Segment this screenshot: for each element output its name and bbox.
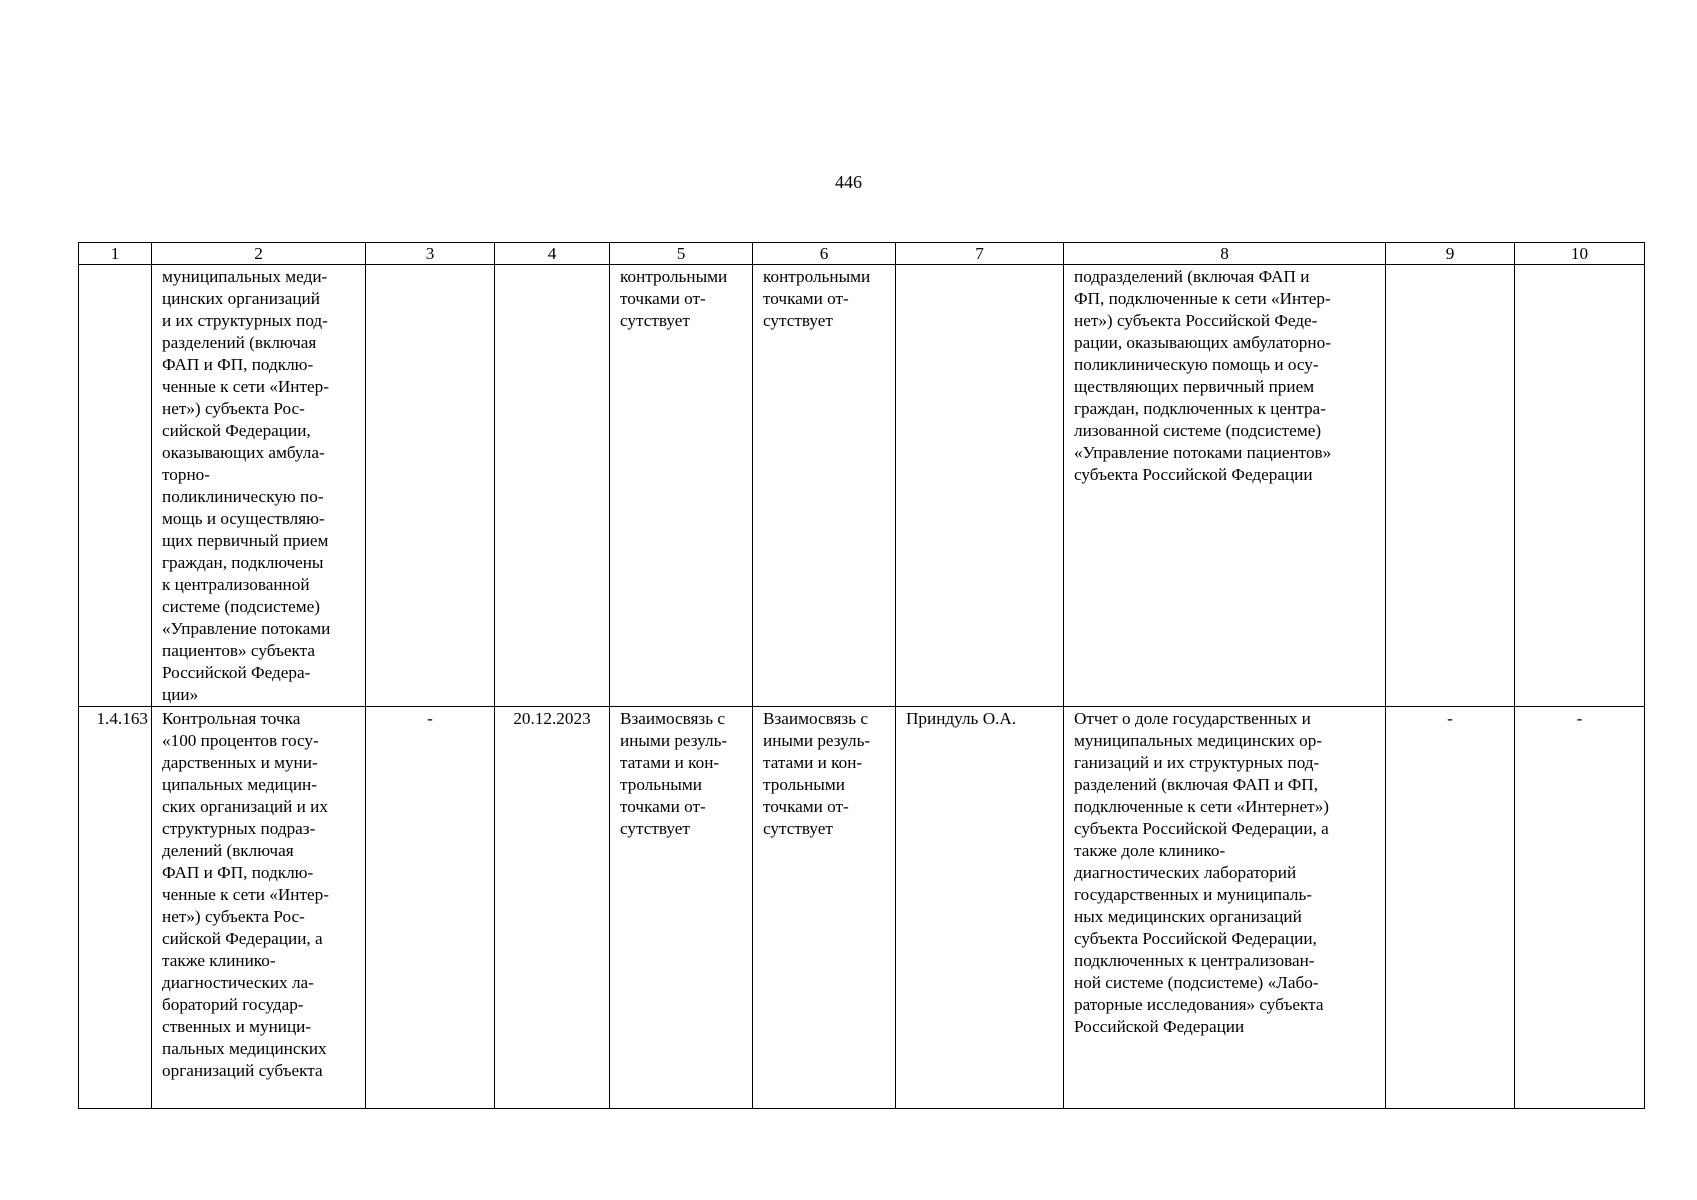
responsible-cell: Приндуль О.А. [896, 707, 1064, 1109]
column-header: 1 [79, 243, 152, 265]
table-row [79, 265, 1645, 707]
successor-cell: контрольными точками от- сутствует [753, 265, 896, 707]
column-header: 9 [1386, 243, 1515, 265]
event-name-cell: муниципальных меди- цинских организаций и их структурных под- разделений (включая ФАП и ФП, подклю- ченные к сети «Интер- нет») субъекта Рос- сийской Федерации, оказывающих амбула- торно- поликлиническую по- мощь и осуществляю- щих первичный прием граждан, подключены к централизованной системе (подсистеме) «Управление потоками пациентов» субъекта Российской Федера- ции» [152, 265, 366, 707]
predecessor-cell: Взаимосвязь с иными резуль- татами и кон- трольными точками от- сутствует [610, 707, 753, 1109]
result-document-cell: подразделений (включая ФАП и ФП, подключенные к сети «Интер- нет») субъекта Российской Феде- рации, оказывающих амбулаторно- поликлиническую помощь и осу- ществляющих первичный прием граждан, подключенных к центра- лизованной системе (подсистеме) «Управление потоками пациентов» субъекта Российской Федерации [1064, 265, 1386, 707]
column-header: 2 [152, 243, 366, 265]
page-number: 446 [835, 172, 862, 192]
plan-table [78, 242, 1645, 1109]
result-document-cell: Отчет о доле государственных и муниципальных медицинских ор- ганизаций и их структурных под- разделений (включая ФАП и ФП, подключенные к сети «Интернет») субъекта Российской Федерации, а также доле клинико- диагностических лабораторий государственных и муниципаль- ных медицинских организаций субъекта Российской Федерации, подключенных к централизован- ной системе (подсистеме) «Лабо- раторные исследования» субъекта Российской Федерации [1064, 707, 1386, 1109]
row-number-cell: 1.4.163 [79, 707, 152, 1109]
event-name-cell: Контрольная точка «100 процентов госу- дарственных и муни- ципальных медицин- ских организаций и их структурных подраз- делений (включая ФАП и ФП, подклю- ченные к сети «Интер- нет») субъекта Рос- сийской Федерации, а также клинико- диагностических ла- бораторий государ- ственных и муници- пальных медицинских организаций субъекта [152, 707, 366, 1109]
header-row [79, 243, 1645, 265]
column-header: 7 [896, 243, 1064, 265]
column-header: 6 [753, 243, 896, 265]
table-row [79, 707, 1645, 1109]
column-9-cell [1386, 265, 1515, 707]
successor-cell: Взаимосвязь с иными резуль- татами и кон- трольными точками от- сутствует [753, 707, 896, 1109]
column-header: 4 [495, 243, 610, 265]
column-header: 10 [1515, 243, 1645, 265]
column-header: 3 [366, 243, 495, 265]
row-number-cell [79, 265, 152, 707]
column-10-cell [1515, 265, 1645, 707]
column-9-cell: - [1386, 707, 1515, 1109]
responsible-cell [896, 265, 1064, 707]
predecessor-cell: контрольными точками от- сутствует [610, 265, 753, 707]
start-date-cell [366, 265, 495, 707]
column-header: 5 [610, 243, 753, 265]
end-date-cell: 20.12.2023 [495, 707, 610, 1109]
column-10-cell: - [1515, 707, 1645, 1109]
start-date-cell: - [366, 707, 495, 1109]
end-date-cell [495, 265, 610, 707]
column-header: 8 [1064, 243, 1386, 265]
